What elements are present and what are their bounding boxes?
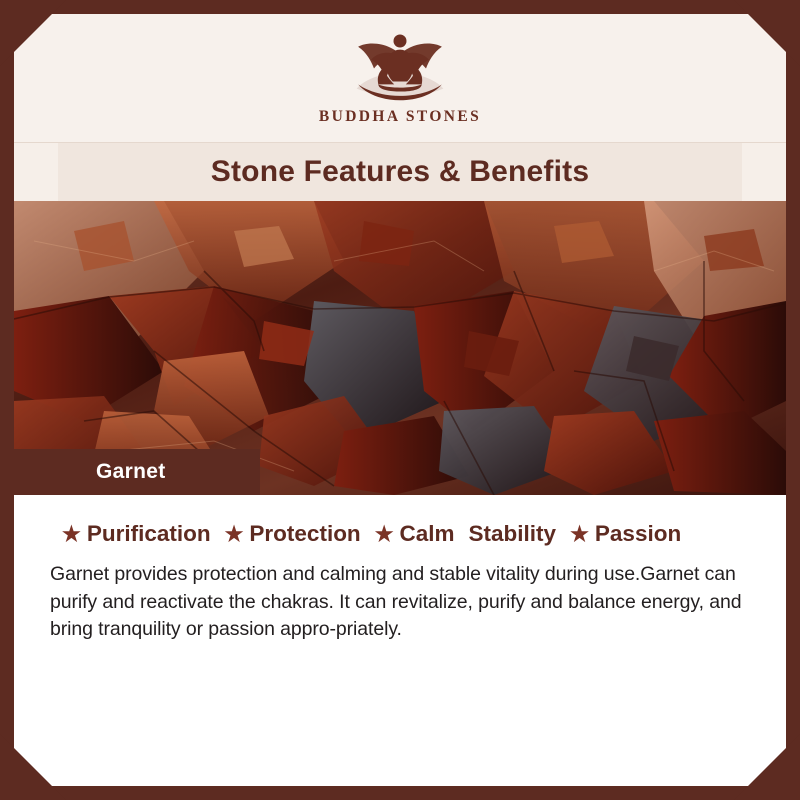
stone-description: Garnet provides protection and calming and stable vitality during use.Garnet can purify and reactivate the chakras. It can revitalize, purify and balance energy, and bring tranquility or passion appro-priately.: [50, 563, 742, 641]
stone-name: Garnet: [96, 460, 166, 483]
star-icon: ★: [62, 522, 81, 546]
stone-name-ribbon: [14, 449, 260, 495]
benefit-label: Protection: [249, 521, 361, 546]
brand-header: [14, 14, 786, 142]
content-area: [14, 495, 786, 786]
star-icon: ★: [224, 522, 244, 546]
benefit-label: Stability: [468, 521, 557, 546]
benefit-item: [225, 521, 361, 547]
benefit-label: Passion: [594, 521, 682, 546]
poster-inner: [14, 14, 786, 786]
benefit-label: Purification: [86, 521, 211, 546]
title-left-notch: [14, 143, 58, 201]
hero-image: [14, 201, 786, 495]
benefit-item: [570, 521, 681, 547]
benefits-list: [48, 521, 752, 547]
star-icon: ★: [374, 522, 394, 546]
benefit-item: [375, 521, 455, 547]
benefit-item: [62, 521, 211, 547]
star-icon: ★: [570, 522, 589, 546]
benefit-item: [469, 521, 557, 547]
benefit-label: Calm: [399, 521, 455, 546]
brand-name: BUDDHA STONES: [318, 108, 482, 125]
title-bar: [14, 142, 786, 201]
title-right-notch: [742, 143, 786, 201]
page-title: Stone Features & Benefits: [210, 155, 590, 188]
lotus-meditation-figure-icon: [342, 28, 458, 106]
